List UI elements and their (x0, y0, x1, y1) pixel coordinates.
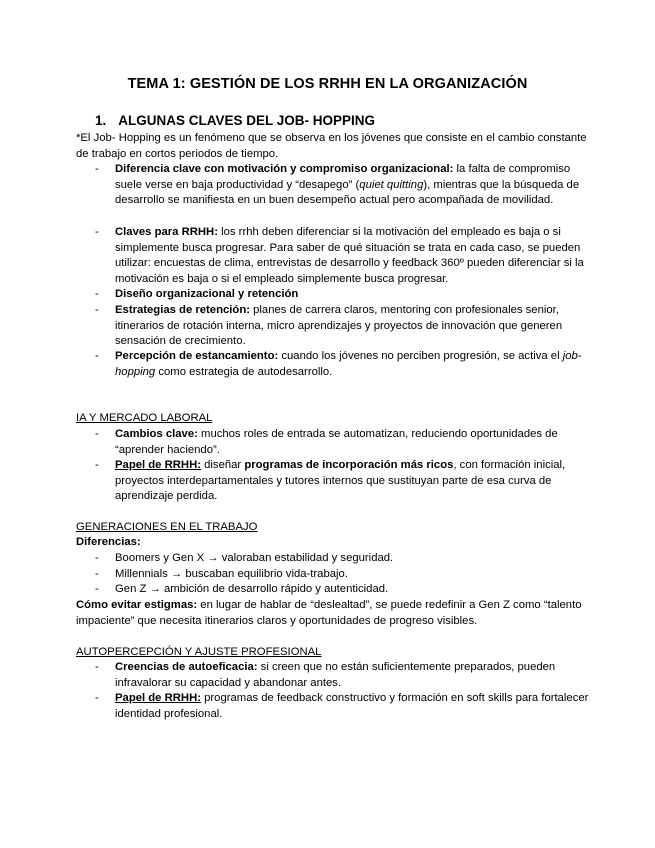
section1-number: 1. (95, 113, 107, 128)
list-item: - Claves para RRHH: los rrhh deben diferenciar si la motivación del empleado es baja o si simplemente busca progresar. Para saber de qué situación se trata en cada caso, se pueden utilizar: encuestas de clima, entrevistas de desarrollo y feedback 360º pueden diferenciar si la motivación es baja o si el empleado simplemente busca progresar. (95, 226, 584, 285)
bullet-label: Cambios clave: (115, 428, 198, 440)
section1-heading (95, 113, 375, 128)
list-item: - Boomers y Gen X → valoraban estabilidad y seguridad. (95, 552, 394, 564)
list-item: - Percepción de estancamiento: cuando los jóvenes no perciben progresión, se activa el job-hopping como estrategia de autodesarrollo. (95, 350, 582, 378)
list-item: - Papel de RRHH: programas de feedback constructivo y formación en soft skills para fortalecer identidad profesional. (95, 692, 589, 720)
page-title: TEMA 1: GESTIÓN DE LOS RRHH EN LA ORGANIZACIÓN (127, 76, 528, 92)
bullet-label: Claves para RRHH: (115, 226, 218, 238)
section4-heading: AUTOPERCEPCIÓN Y AJUSTE PROFESIONAL (76, 646, 322, 658)
list-item: - Diferencia clave con motivación y compromiso organizacional: la falta de compromiso suele verse en baja productividad y “desapego” (quiet quitting), mientras que la búsqueda de desarrollo se manifiesta en un buen desempeño actual pero acompañada de movilidad. (95, 163, 580, 207)
section3-heading: GENERACIONES EN EL TRABAJO (76, 521, 258, 533)
bullet-label: Creencias de autoeficacia: (115, 661, 258, 673)
bullet-label: Percepción de estancamiento: (115, 350, 279, 362)
bullet-label: Papel de RRHH: (115, 459, 201, 471)
section3-subheading: Diferencias: (76, 536, 141, 548)
list-item: - Papel de RRHH: diseñar programas de incorporación más ricos, con formación inicial, proyectos interdepartamentales y tutores internos que sustituyan parte de esa curva de aprendizaje perdida. (95, 459, 566, 503)
stigma-label: Cómo evitar estigmas: (76, 599, 198, 611)
bullet-label: Papel de RRHH: (115, 692, 201, 704)
bullet-label: Estrategias de retención: (115, 304, 250, 316)
list-item: - Gen Z → ambición de desarrollo rápido y autenticidad. (95, 583, 389, 595)
list-item: - Estrategias de retención: planes de carrera claros, mentoring con profesionales senior, itinerarios de rotación interna, micro aprendizajes y proyectos de innovación que generen sensación de crecimiento. (95, 304, 563, 348)
section1-intro: *El Job- Hopping es un fenómeno que se observa en los jóvenes que consiste en el cambio constante de trabajo en cortos periodos de tiempo. (76, 132, 587, 160)
section2-heading: IA Y MERCADO LABORAL (76, 412, 213, 424)
stigma-paragraph: Cómo evitar estigmas: en lugar de hablar de “deslealtad”, se puede redefinir a Gen Z como “talento impaciente” que necesita itinerarios claros y oportunidades de progreso visibles. (76, 599, 582, 627)
bullet-label: Diferencia clave con motivación y compromiso organizacional: (115, 163, 454, 175)
list-item: - Creencias de autoeficacia: si creen que no están suficientemente preparados, pueden infravalorar su capacidad y abandonar antes. (95, 661, 556, 689)
list-item: - Cambios clave: muchos roles de entrada se automatizan, reduciendo oportunidades de “aprender haciendo”. (95, 428, 558, 456)
section1-heading-text: ALGUNAS CLAVES DEL JOB- HOPPING (118, 113, 376, 128)
list-item: - Diseño organizacional y retención (95, 288, 299, 300)
bullet-label: Diseño organizacional y retención (115, 288, 299, 300)
list-item: - Millennials → buscaban equilibrio vida-trabajo. (95, 568, 348, 580)
